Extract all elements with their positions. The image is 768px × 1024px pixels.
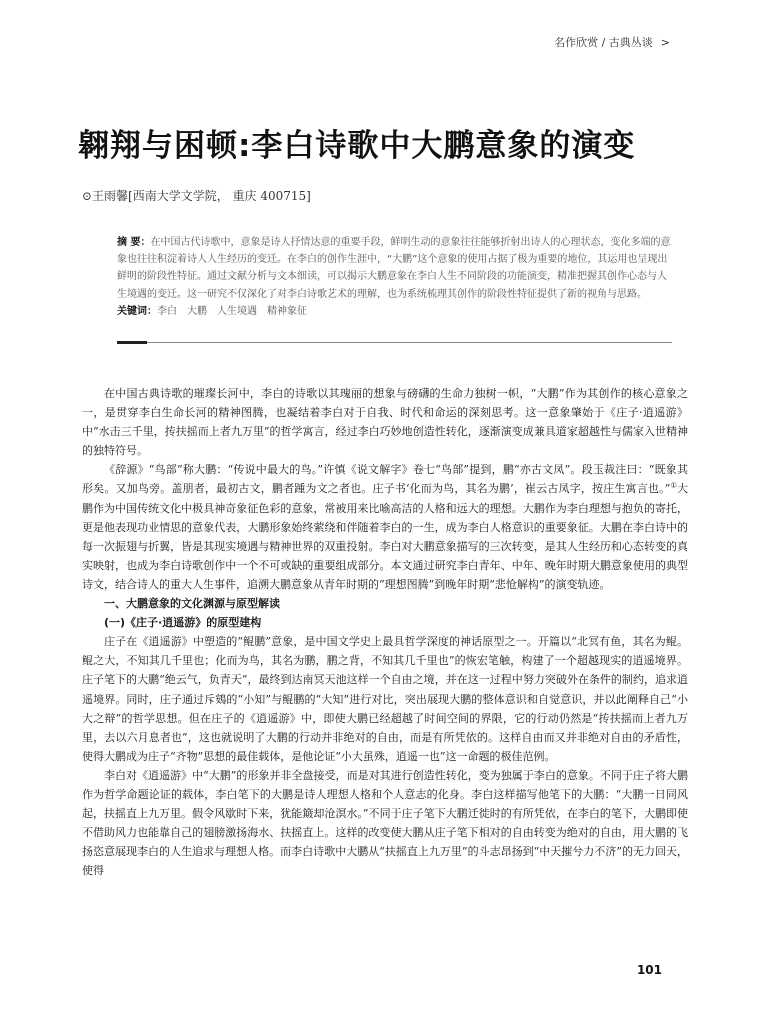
body-paragraph: 在中国古典诗歌的璀璨长河中，李白的诗歌以其瑰丽的想象与磅礴的生命力独树一帜，“大鹏”作为其创作的核心意象之一，是贯穿李白生命长河的精神图腾，也凝结着李白对于自我、时代和命运的深刻思考。这一意象肇始于《庄子·逍遥游》中“水击三千里，抟扶摇而上者九万里”的哲学寓言，经过李白巧妙地创造性转化，逐渐演变成兼具道家超越性与儒家入世精神的独特符号。 <box>82 387 688 458</box>
paragraph-text: 大鹏作为中国传统文化中极具神奇象征色彩的意象，常被用来比喻高洁的人格和远大的理想。大鹏作为李白理想与抱负的寄托，更是他表现功业情思的意象代表，大鹏形象始终萦绕和伴随着李白的一生，成为李白人格意识的重要象征。大鹏在李白诗中的每一次振翅与折翼，皆是其现实境遇与精神世界的双重投射。李白对大鹏意象描写的三次转变，是其人生经历和心态转变的真实映射，也成为李白诗歌创作中一个不可或缺的重要组成部分。本文通过研究李白青年、中年、晚年时期大鹏意象使用的典型诗文，结合诗人的重大人生事件，追溯大鹏意象从青年时期的“理想图腾”到晚年时期“悲怆解构”的演变轨迹。 <box>82 482 688 591</box>
keyword: 精神象征 <box>267 305 307 317</box>
article-body <box>82 384 688 880</box>
keywords-line <box>117 303 672 320</box>
keyword: 人生境遇 <box>217 305 257 317</box>
section-breadcrumb <box>554 34 670 50</box>
chevron-right-icon[interactable]: > <box>660 36 670 49</box>
page-number: 101 <box>636 963 662 977</box>
author-affiliation: ⊙王雨馨[西南大学文学院， 重庆 400715] <box>82 189 311 203</box>
article-title: 翱翔与困顿:李白诗歌中大鹏意象的演变 <box>78 128 636 164</box>
keyword: 大鹏 <box>187 305 207 317</box>
subsection-heading: (一)《庄子·逍遥游》的原型建构 <box>104 616 262 630</box>
keyword: 李白 <box>157 305 177 317</box>
abstract-divider-accent <box>117 341 147 344</box>
paragraph-text: 《辞源》“鸟部”称大鹏：“传说中最大的鸟。”许慎《说文解字》卷七“鸟部”提到，鹏“亦古文凤”。段玉裁注曰：“既象其形矣。又加鸟旁。盖朋者，最初古文，鹏者踵为文之者也。庄子书‘化而为鸟，其名为鹏’，崔云古凤字，按庄生寓言也。” <box>82 463 688 496</box>
abstract-text: 在中国古代诗歌中，意象是诗人抒情达意的重要手段，鲜明生动的意象往往能够折射出诗人的心理状态，变化多端的意象也往往积淀着诗人人生经历的变迁。在李白的创作生涯中，“大鹏”这个意象的使用占据了极为重要的地位，其运用也呈现出鲜明的阶段性特征。通过文献分析与文本细读，可以揭示大鹏意象在李白人生不同阶段的功能演变，精准把握其创作心态与人生境遇的变迁。这一研究不仅深化了对李白诗歌艺术的理解，也为系统梳理其创作的阶段性特征提供了新的视角与思路。 <box>117 237 671 300</box>
body-paragraph <box>82 460 688 594</box>
body-paragraph: 李白对《逍遥游》中“大鹏”的形象并非全盘接受，而是对其进行创造性转化，变为独属于李白的意象。不同于庄子将大鹏作为哲学命题论证的载体，李白笔下的大鹏是诗人理想人格和个人意志的化身。李白这样描写他笔下的大鹏：“大鹏一日同风起，扶摇直上九万里。假令风歇时下来，犹能簸却沧溟水。”不同于庄子笔下大鹏迁徙时的有所凭依，在李白的笔下，大鹏即使不借助风力也能靠自己的翅膀激扬海水、扶摇直上。这样的改变使大鹏从庄子笔下相对的自由转变为绝对的自由，用大鹏的飞扬恣意展现李白的人生追求与理想人格。而李白诗歌中大鹏从“扶摇直上九万里”的斗志昂扬到“中天摧兮力不济”的无力回天，使得 <box>82 768 688 878</box>
abstract-label: 摘 要： <box>117 237 151 248</box>
body-paragraph: 庄子在《逍遥游》中塑造的“鲲鹏”意象，是中国文学史上最具哲学深度的神话原型之一。开篇以“北冥有鱼，其名为鲲。鲲之大，不知其几千里也；化而为鸟，其名为鹏，鹏之背，不知其几千里也”的恢宏笔触，构建了一个超越现实的逍遥境界。庄子笔下的大鹏“绝云气，负青天”，最终到达南冥天池这样一个自由之境，并在这一过程中努力突破外在条件的制约，追求逍遥境界。同时，庄子通过斥鴳的“小知”与鲲鹏的“大知”进行对比，突出展现大鹏的整体意识和自觉意识，并以此阐释自己“小大之辩”的哲学思想。但在庄子的《逍遥游》中，即使大鹏已经超越了时间空间的界限，它的行动仍然是“抟扶摇而上者九万里，去以六月息者也”，这也就说明了大鹏的行动并非绝对的自由，而是有所凭依的。这样自由而又并非绝对自由的矛盾性，使得大鹏成为庄子“齐物”思想的最佳载体，是他论证“小大虽殊，逍遥一也”这一命题的极佳范例。 <box>82 635 688 763</box>
section-heading: 一、大鹏意象的文化渊源与原型解读 <box>104 597 280 611</box>
abstract-paragraph <box>117 234 672 303</box>
abstract-section <box>117 234 672 320</box>
keywords-label: 关键词： <box>117 305 157 317</box>
breadcrumb-text: 名作欣赏 / 古典丛谈 <box>554 36 653 49</box>
abstract-divider <box>117 342 672 343</box>
footnote-marker[interactable]: ① <box>670 481 677 490</box>
